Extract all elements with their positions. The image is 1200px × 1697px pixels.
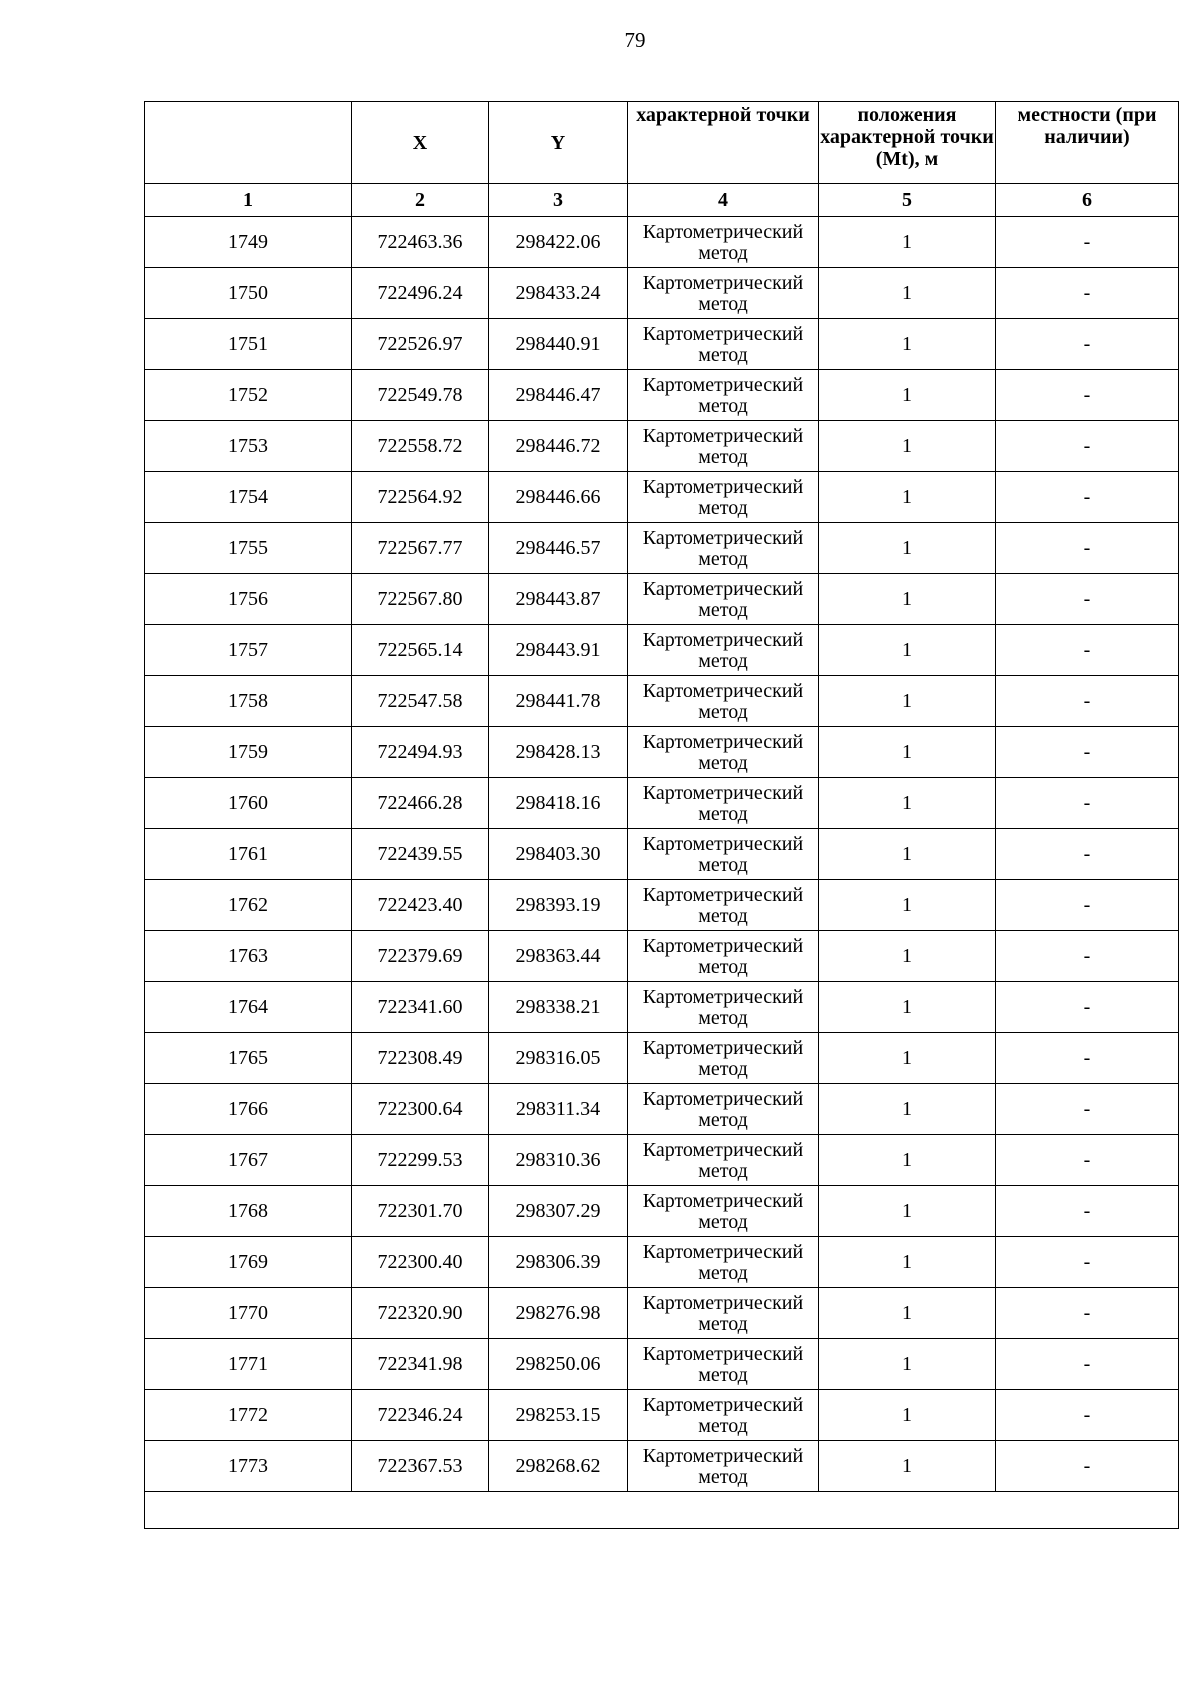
point-number-cell: 1751 [145,319,352,370]
description-cell: - [996,880,1179,931]
table-row [145,829,1179,880]
x-coordinate-cell: 722463.36 [352,217,489,268]
accuracy-cell: 1 [819,574,996,625]
point-number-cell: 1759 [145,727,352,778]
table-row [145,421,1179,472]
y-coordinate-cell: 298403.30 [489,829,628,880]
table-row [145,217,1179,268]
accuracy-cell: 1 [819,982,996,1033]
empty-footer-row [145,1492,1179,1529]
x-coordinate-cell: 722300.40 [352,1237,489,1288]
y-coordinate-cell: 298268.62 [489,1441,628,1492]
point-number-cell: 1749 [145,217,352,268]
column-number: 2 [352,184,489,217]
table-row [145,319,1179,370]
y-coordinate-cell: 298276.98 [489,1288,628,1339]
accuracy-cell: 1 [819,778,996,829]
x-coordinate-cell: 722346.24 [352,1390,489,1441]
x-coordinate-cell: 722299.53 [352,1135,489,1186]
description-cell: - [996,1084,1179,1135]
description-cell: - [996,1339,1179,1390]
column-number-row [145,184,1179,217]
method-cell: Картометрический метод [628,1441,819,1492]
method-cell: Картометрический метод [628,421,819,472]
method-cell: Картометрический метод [628,676,819,727]
method-cell: Картометрический метод [628,1339,819,1390]
y-coordinate-cell: 298250.06 [489,1339,628,1390]
table-row [145,1186,1179,1237]
x-coordinate-cell: 722496.24 [352,268,489,319]
accuracy-cell: 1 [819,370,996,421]
x-coordinate-cell: 722564.92 [352,472,489,523]
x-coordinate-cell: 722558.72 [352,421,489,472]
description-cell: - [996,829,1179,880]
page-number: 79 [624,28,646,52]
table-body [145,217,1179,1492]
description-cell: - [996,676,1179,727]
method-cell: Картометрический метод [628,268,819,319]
point-number-cell: 1761 [145,829,352,880]
table-row [145,625,1179,676]
description-cell: - [996,1186,1179,1237]
y-coordinate-cell: 298310.36 [489,1135,628,1186]
point-number-cell: 1769 [145,1237,352,1288]
y-coordinate-cell: 298393.19 [489,880,628,931]
table-row [145,880,1179,931]
x-coordinate-cell: 722567.80 [352,574,489,625]
method-cell: Картометрический метод [628,982,819,1033]
point-number-cell: 1763 [145,931,352,982]
column-number: 6 [996,184,1179,217]
method-cell: Картометрический метод [628,370,819,421]
point-number-cell: 1768 [145,1186,352,1237]
x-coordinate-cell: 722341.98 [352,1339,489,1390]
empty-footer-cell [145,1492,1179,1529]
description-cell: - [996,931,1179,982]
x-coordinate-cell: 722379.69 [352,931,489,982]
description-cell: - [996,370,1179,421]
y-coordinate-cell: 298433.24 [489,268,628,319]
y-coordinate-cell: 298446.57 [489,523,628,574]
header-method: характерной точки [628,102,819,184]
y-coordinate-cell: 298316.05 [489,1033,628,1084]
table-row [145,1390,1179,1441]
x-coordinate-cell: 722301.70 [352,1186,489,1237]
y-coordinate-cell: 298307.29 [489,1186,628,1237]
table-row [145,523,1179,574]
point-number-cell: 1773 [145,1441,352,1492]
accuracy-cell: 1 [819,1135,996,1186]
table-row [145,931,1179,982]
column-number: 5 [819,184,996,217]
description-cell: - [996,1135,1179,1186]
x-coordinate-cell: 722367.53 [352,1441,489,1492]
x-coordinate-cell: 722341.60 [352,982,489,1033]
description-cell: - [996,268,1179,319]
y-coordinate-cell: 298443.87 [489,574,628,625]
header-point-number [145,102,352,184]
description-cell: - [996,1441,1179,1492]
accuracy-cell: 1 [819,1288,996,1339]
description-cell: - [996,523,1179,574]
table-row [145,1237,1179,1288]
table-row [145,268,1179,319]
accuracy-cell: 1 [819,523,996,574]
point-number-cell: 1756 [145,574,352,625]
point-number-cell: 1760 [145,778,352,829]
description-cell: - [996,982,1179,1033]
accuracy-cell: 1 [819,1441,996,1492]
method-cell: Картометрический метод [628,1186,819,1237]
accuracy-cell: 1 [819,676,996,727]
accuracy-cell: 1 [819,1237,996,1288]
description-cell: - [996,421,1179,472]
description-cell: - [996,319,1179,370]
y-coordinate-cell: 298253.15 [489,1390,628,1441]
accuracy-cell: 1 [819,1033,996,1084]
y-coordinate-cell: 298363.44 [489,931,628,982]
accuracy-cell: 1 [819,319,996,370]
x-coordinate-cell: 722439.55 [352,829,489,880]
point-number-cell: 1770 [145,1288,352,1339]
table-row [145,1288,1179,1339]
table-row [145,1441,1179,1492]
accuracy-cell: 1 [819,1339,996,1390]
point-number-cell: 1762 [145,880,352,931]
column-number: 1 [145,184,352,217]
accuracy-cell: 1 [819,880,996,931]
x-coordinate-cell: 722547.58 [352,676,489,727]
y-coordinate-cell: 298428.13 [489,727,628,778]
method-cell: Картометрический метод [628,625,819,676]
table-row [145,676,1179,727]
table-row [145,982,1179,1033]
header-accuracy: положения характерной точки (Mt), м [819,102,996,184]
method-cell: Картометрический метод [628,472,819,523]
method-cell: Картометрический метод [628,727,819,778]
method-cell: Картометрический метод [628,1288,819,1339]
table-row [145,472,1179,523]
point-number-cell: 1755 [145,523,352,574]
accuracy-cell: 1 [819,268,996,319]
table-row [145,727,1179,778]
method-cell: Картометрический метод [628,778,819,829]
description-cell: - [996,727,1179,778]
method-cell: Картометрический метод [628,523,819,574]
point-number-cell: 1754 [145,472,352,523]
accuracy-cell: 1 [819,1084,996,1135]
x-coordinate-cell: 722549.78 [352,370,489,421]
y-coordinate-cell: 298446.47 [489,370,628,421]
method-cell: Картометрический метод [628,1135,819,1186]
point-number-cell: 1767 [145,1135,352,1186]
y-coordinate-cell: 298441.78 [489,676,628,727]
accuracy-cell: 1 [819,421,996,472]
coordinates-table [144,101,1179,1529]
description-cell: - [996,472,1179,523]
point-number-cell: 1758 [145,676,352,727]
point-number-cell: 1764 [145,982,352,1033]
method-cell: Картометрический метод [628,880,819,931]
description-cell: - [996,1033,1179,1084]
method-cell: Картометрический метод [628,574,819,625]
accuracy-cell: 1 [819,931,996,982]
method-cell: Картометрический метод [628,1084,819,1135]
description-cell: - [996,1390,1179,1441]
x-coordinate-cell: 722308.49 [352,1033,489,1084]
x-coordinate-cell: 722494.93 [352,727,489,778]
accuracy-cell: 1 [819,1390,996,1441]
table-row [145,1339,1179,1390]
point-number-cell: 1771 [145,1339,352,1390]
point-number-cell: 1753 [145,421,352,472]
y-coordinate-cell: 298306.39 [489,1237,628,1288]
y-coordinate-cell: 298418.16 [489,778,628,829]
y-coordinate-cell: 298338.21 [489,982,628,1033]
point-number-cell: 1766 [145,1084,352,1135]
accuracy-cell: 1 [819,472,996,523]
column-number: 4 [628,184,819,217]
table-row [145,370,1179,421]
description-cell: - [996,1288,1179,1339]
x-coordinate-cell: 722320.90 [352,1288,489,1339]
table-row [145,1135,1179,1186]
y-coordinate-cell: 298446.66 [489,472,628,523]
accuracy-cell: 1 [819,625,996,676]
method-cell: Картометрический метод [628,1237,819,1288]
header-description: местности (при наличии) [996,102,1179,184]
accuracy-cell: 1 [819,217,996,268]
point-number-cell: 1750 [145,268,352,319]
point-number-cell: 1765 [145,1033,352,1084]
method-cell: Картометрический метод [628,829,819,880]
description-cell: - [996,217,1179,268]
description-cell: - [996,625,1179,676]
header-y: Y [489,102,628,184]
method-cell: Картометрический метод [628,1033,819,1084]
y-coordinate-cell: 298446.72 [489,421,628,472]
point-number-cell: 1772 [145,1390,352,1441]
x-coordinate-cell: 722565.14 [352,625,489,676]
description-cell: - [996,574,1179,625]
header-x: X [352,102,489,184]
header-row [145,102,1179,184]
point-number-cell: 1757 [145,625,352,676]
table-row [145,1084,1179,1135]
method-cell: Картометрический метод [628,217,819,268]
accuracy-cell: 1 [819,829,996,880]
accuracy-cell: 1 [819,1186,996,1237]
x-coordinate-cell: 722466.28 [352,778,489,829]
column-number: 3 [489,184,628,217]
x-coordinate-cell: 722526.97 [352,319,489,370]
y-coordinate-cell: 298311.34 [489,1084,628,1135]
method-cell: Картометрический метод [628,1390,819,1441]
point-number-cell: 1752 [145,370,352,421]
y-coordinate-cell: 298443.91 [489,625,628,676]
table-row [145,778,1179,829]
description-cell: - [996,778,1179,829]
x-coordinate-cell: 722423.40 [352,880,489,931]
table-row [145,1033,1179,1084]
x-coordinate-cell: 722300.64 [352,1084,489,1135]
table-row [145,574,1179,625]
description-cell: - [996,1237,1179,1288]
method-cell: Картометрический метод [628,931,819,982]
method-cell: Картометрический метод [628,319,819,370]
y-coordinate-cell: 298440.91 [489,319,628,370]
accuracy-cell: 1 [819,727,996,778]
y-coordinate-cell: 298422.06 [489,217,628,268]
x-coordinate-cell: 722567.77 [352,523,489,574]
